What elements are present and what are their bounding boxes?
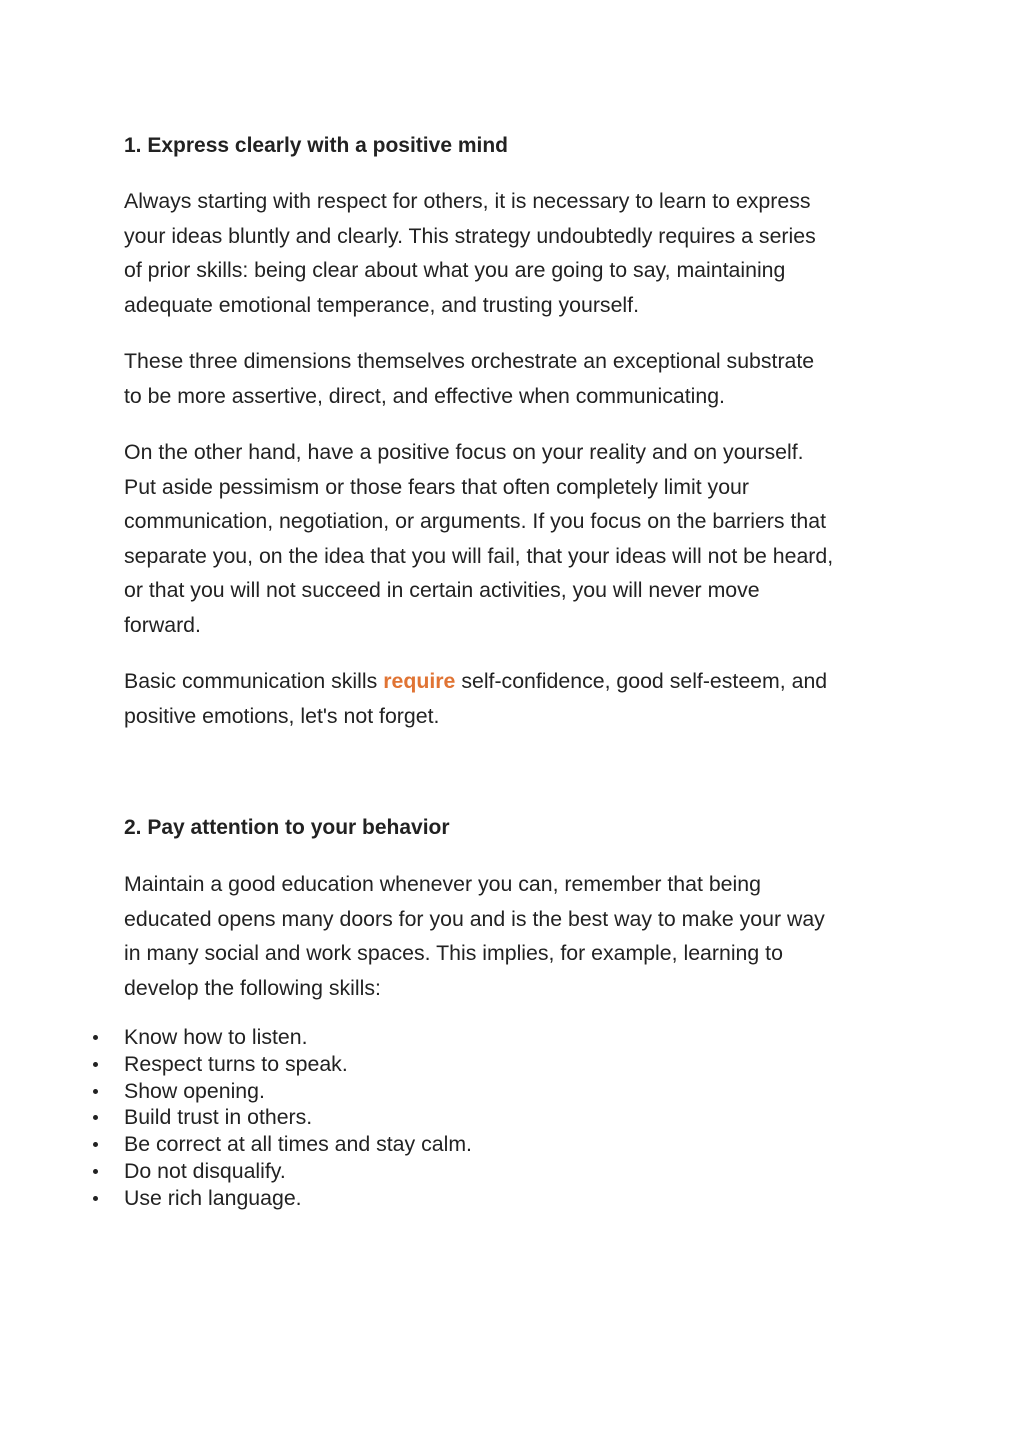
text-line: Put aside pessimism or those fears that often completely limit your <box>124 474 749 499</box>
text-line: develop the following skills: <box>124 975 381 1000</box>
section-2-heading: 2. Pay attention to your behavior <box>124 816 450 839</box>
list-item <box>0 1185 472 1212</box>
require-link[interactable]: require <box>383 669 456 693</box>
list-item <box>0 1078 472 1105</box>
text-line: your ideas bluntly and clearly. This strategy undoubtedly requires a series <box>124 223 816 248</box>
list-item <box>0 1051 472 1078</box>
section-2-paragraph-1 <box>124 867 914 1005</box>
list-item-label: Show opening. <box>124 1078 265 1103</box>
text-line: adequate emotional temperance, and trusting yourself. <box>124 292 639 317</box>
section-1-paragraph-1 <box>124 184 914 322</box>
text-fragment: Basic communication skills <box>124 669 384 693</box>
text-line: to be more assertive, direct, and effective when communicating. <box>124 383 725 408</box>
section-1-heading: 1. Express clearly with a positive mind <box>124 134 508 157</box>
list-item-label: Be correct at all times and stay calm. <box>124 1132 472 1157</box>
skills-bullet-list <box>0 1024 472 1212</box>
bullet-icon <box>93 1035 98 1040</box>
list-item <box>0 1158 472 1185</box>
text-line: educated opens many doors for you and is the best way to make your way <box>124 906 825 931</box>
list-item-label: Use rich language. <box>124 1185 302 1210</box>
text-line: positive emotions, let's not forget. <box>124 703 440 728</box>
list-item <box>0 1024 472 1051</box>
list-item <box>0 1131 472 1158</box>
text-line: These three dimensions themselves orchestrate an exceptional substrate <box>124 349 815 373</box>
bullet-icon <box>93 1062 98 1067</box>
bullet-icon <box>93 1142 98 1147</box>
list-item-label: Do not disqualify. <box>124 1158 286 1183</box>
text-fragment: self-confidence, good self-esteem, and <box>455 669 828 693</box>
text-line: forward. <box>124 612 201 637</box>
bullet-icon <box>93 1169 98 1174</box>
bullet-icon <box>93 1196 98 1201</box>
text-line: On the other hand, have a positive focus on your reality and on yourself. <box>124 440 804 464</box>
text-line: of prior skills: being clear about what you are going to say, maintaining <box>124 258 786 283</box>
text-line: Maintain a good education whenever you can, remember that being <box>124 872 761 896</box>
list-item-label: Build trust in others. <box>124 1105 313 1130</box>
bullet-icon <box>93 1115 98 1120</box>
bullet-icon <box>93 1089 98 1094</box>
list-item-label: Know how to listen. <box>124 1025 308 1049</box>
text-line <box>124 664 914 699</box>
section-1-paragraph-4 <box>124 664 914 733</box>
section-1-paragraph-2 <box>124 344 914 413</box>
text-line: in many social and work spaces. This implies, for example, learning to <box>124 941 783 966</box>
list-item-label: Respect turns to speak. <box>124 1051 348 1076</box>
list-item <box>0 1104 472 1131</box>
section-1-paragraph-3 <box>124 435 914 643</box>
text-line: or that you will not succeed in certain activities, you will never move <box>124 578 760 603</box>
text-line: communication, negotiation, or arguments. If you focus on the barriers that <box>124 509 826 534</box>
text-line: separate you, on the idea that you will fail, that your ideas will not be heard, <box>124 543 834 568</box>
text-line: Always starting with respect for others, it is necessary to learn to express <box>124 189 811 213</box>
